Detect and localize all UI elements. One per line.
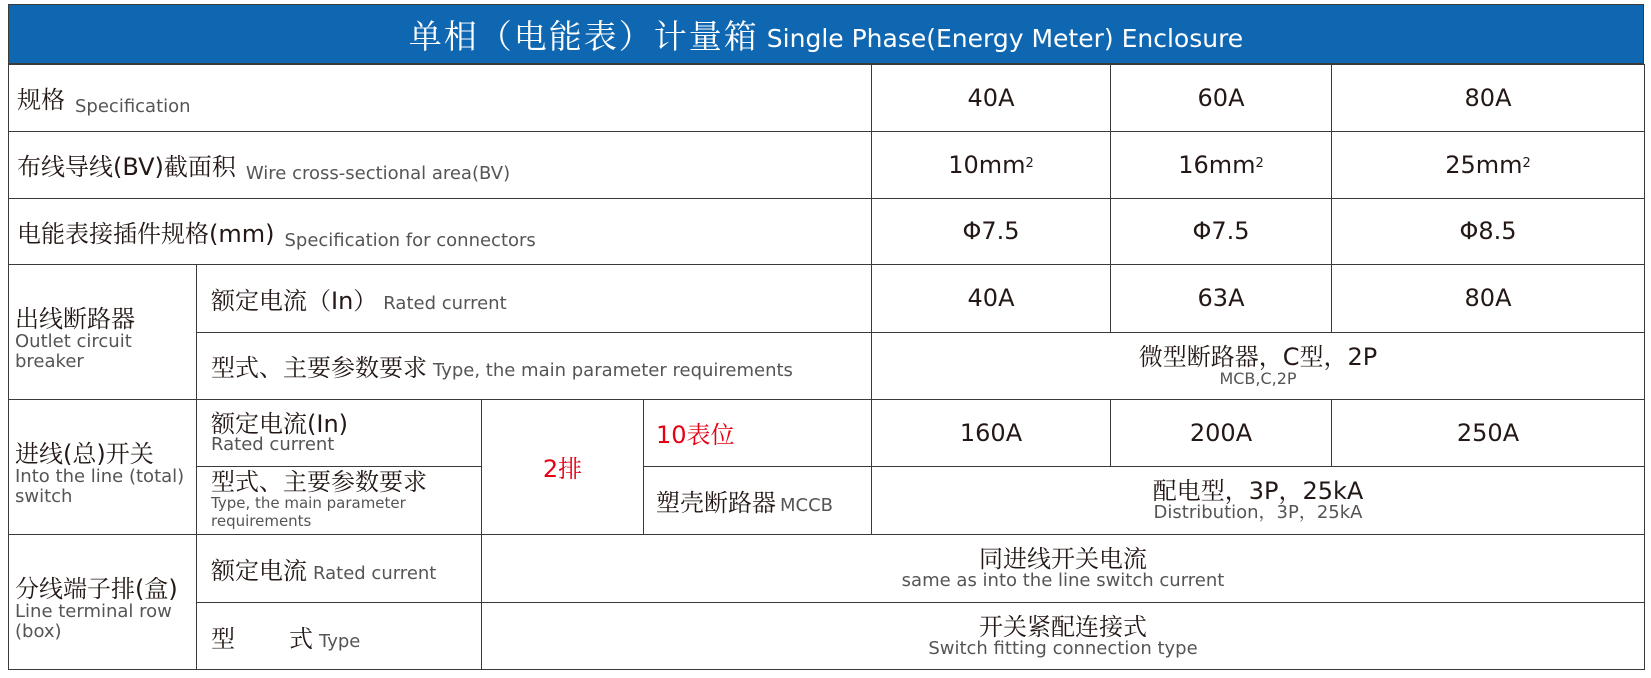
- wire-value-3-text: 25mm: [1445, 150, 1523, 179]
- incoming-type-value-cell: [872, 466, 1645, 534]
- spec-value-3: 80A: [1332, 65, 1645, 132]
- connector-label-zh: 电能表接插件规格(mm): [17, 219, 275, 248]
- incoming-mccb-cell: [644, 466, 872, 534]
- terminal-rated-label-cell: [197, 534, 482, 602]
- outlet-label-en: Outlet circuit breaker: [15, 330, 132, 372]
- outlet-rated-value-1: 40A: [872, 264, 1111, 332]
- terminal-label-zh: 分线端子排(盒): [15, 574, 178, 603]
- incoming-positions-label: 10表位: [644, 399, 872, 466]
- outlet-group-cell: [9, 264, 197, 399]
- incoming-type-value-en: Distribution，3P，25kA: [1153, 502, 1363, 524]
- connector-value-3: Φ8.5: [1332, 198, 1645, 264]
- incoming-rated-value-3: 250A: [1332, 399, 1645, 466]
- spec-value-2: 60A: [1111, 65, 1332, 132]
- outlet-rated-en: Rated current: [383, 292, 507, 314]
- wire-label-cell: [9, 131, 872, 198]
- terminal-type-label-cell: [197, 603, 482, 670]
- wire-value-3: [1332, 131, 1645, 198]
- incoming-group-cell: [9, 399, 197, 534]
- row-incoming-type: [9, 466, 1645, 534]
- terminal-group-cell: [9, 534, 197, 669]
- spec-value-1: 40A: [872, 65, 1111, 132]
- row-terminal-type: [9, 603, 1645, 670]
- row-wire-area: [9, 131, 1645, 198]
- outlet-type-zh: 型式、主要参数要求: [211, 354, 427, 383]
- terminal-type-zh-a: 型: [211, 624, 235, 653]
- connector-label-cell: [9, 198, 872, 264]
- wire-unit-sup-3: 2: [1522, 155, 1531, 171]
- terminal-rated-value-zh: 同进线开关电流: [979, 545, 1147, 574]
- incoming-rated-label-cell: [197, 399, 482, 466]
- incoming-type-value-zh: 配电型，3P，25kA: [1152, 477, 1364, 506]
- terminal-label-en: Line terminal row (box): [15, 600, 172, 642]
- incoming-mccb-zh: 塑壳断路器: [656, 488, 776, 517]
- row-outlet-type: [9, 332, 1645, 399]
- table-title-bar: [8, 4, 1644, 64]
- wire-label-en: Wire cross-sectional area(BV): [245, 163, 511, 185]
- outlet-type-label-cell: [197, 332, 872, 399]
- row-outlet-rated: [9, 264, 1645, 332]
- outlet-rated-value-3: 80A: [1332, 264, 1645, 332]
- incoming-label-en: Into the line (total) switch: [15, 465, 185, 507]
- incoming-rated-value-1: 160A: [872, 399, 1111, 466]
- terminal-type-zh-b: 式: [289, 624, 313, 653]
- terminal-rated-value-en: same as into the line switch current: [901, 570, 1225, 592]
- connector-value-1: Φ7.5: [872, 198, 1111, 264]
- row-terminal-rated: [9, 534, 1645, 602]
- spec-label-zh: 规格: [17, 86, 65, 115]
- connector-label-en: Specification for connectors: [284, 229, 536, 251]
- outlet-rated-value-2: 63A: [1111, 264, 1332, 332]
- connector-value-2: Φ7.5: [1111, 198, 1332, 264]
- terminal-rated-value-cell: [482, 534, 1645, 602]
- row-incoming-rated: [9, 399, 1645, 466]
- terminal-rated-en: Rated current: [313, 562, 437, 584]
- wire-unit-sup-1: 2: [1025, 155, 1034, 171]
- wire-value-1: [872, 131, 1111, 198]
- spec-table: [8, 64, 1645, 670]
- outlet-type-value-en: MCB,C,2P: [1219, 368, 1297, 388]
- spec-label-cell: [9, 65, 872, 132]
- terminal-type-en: Type: [319, 630, 361, 652]
- wire-unit-sup-2: 2: [1255, 155, 1264, 171]
- row-connector: [9, 198, 1645, 264]
- terminal-type-value-zh: 开关紧配连接式: [979, 613, 1147, 641]
- outlet-rated-zh: 额定电流（In）: [211, 286, 378, 315]
- outlet-label-zh: 出线断路器: [15, 304, 135, 333]
- incoming-rows-label: 2排: [482, 399, 644, 534]
- outlet-type-en: Type, the main parameter requirements: [433, 360, 793, 382]
- title-english: Single Phase(Energy Meter) Enclosure: [766, 23, 1244, 53]
- incoming-rated-zh: 额定电流(In): [211, 409, 349, 438]
- incoming-label-zh: 进线(总)开关: [15, 439, 154, 468]
- terminal-rated-zh: 额定电流: [211, 556, 307, 585]
- spec-label-en: Specification: [75, 96, 191, 118]
- wire-value-1-text: 10mm: [948, 150, 1026, 179]
- incoming-mccb-en: MCCB: [780, 494, 834, 516]
- terminal-type-value-cell: [482, 603, 1645, 670]
- terminal-type-value-en: Switch fitting connection type: [928, 638, 1198, 659]
- wire-label-zh: 布线导线(BV)截面积: [17, 153, 236, 182]
- wire-value-2-text: 16mm: [1178, 150, 1256, 179]
- incoming-type-label-cell: [197, 466, 482, 534]
- outlet-type-value-zh: 微型断路器，C型，2P: [1138, 342, 1378, 371]
- outlet-rated-label-cell: [197, 264, 872, 332]
- wire-value-2: [1111, 131, 1332, 198]
- outlet-type-value-cell: [872, 332, 1645, 399]
- incoming-rated-value-2: 200A: [1111, 399, 1332, 466]
- incoming-rated-en: Rated current: [211, 433, 335, 455]
- row-specification: [9, 65, 1645, 132]
- incoming-type-zh: 型式、主要参数要求: [211, 468, 427, 497]
- title-chinese: 单相（电能表）计量箱: [408, 16, 759, 56]
- incoming-type-en: Type, the main parameter requirements: [211, 494, 406, 531]
